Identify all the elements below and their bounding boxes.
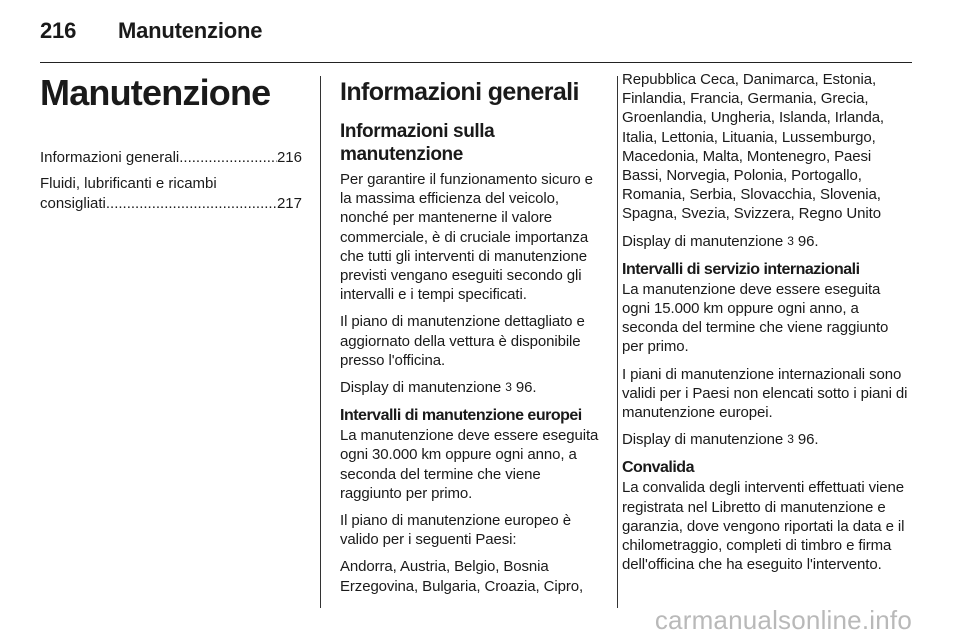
paragraph-countries: Andorra, Austria, Belgio, Bosnia Erzegovina, Bulgaria, Croazia, Cipro, — [340, 558, 584, 595]
paragraph-countries-continued: Repubblica Ceca, Danimarca, Estonia, Finlandia, Francia, Germania, Grecia, Groenlandia, Ungheria, Islanda, Irlanda, Italia, Lettonia, Lituania, Lussemburgo, Macedonia, Malta, Montenegro, Paesi Bassi, Norvegia, Polonia, Portogallo, Romania, Serbia, Slovacchia, Slovenia, Spagna, Svezia, Svizzera, Regno Unito — [622, 71, 885, 223]
page-header — [40, 18, 262, 48]
column-1 — [40, 70, 302, 220]
toc-entry-page: 216 — [276, 149, 302, 166]
cross-reference[interactable] — [340, 378, 604, 398]
toc-leader — [106, 194, 277, 214]
table-of-contents — [40, 148, 302, 214]
paragraph: La manutenzione deve essere eseguita ogni 30.000 km oppure ogni anno, a seconda del termine che viene raggiunto per primo. — [340, 427, 599, 502]
xref-page: 96. — [793, 232, 819, 250]
xref-text: Display di manutenzione — [340, 379, 502, 397]
running-title: Manutenzione — [118, 18, 263, 43]
column-3 — [622, 70, 912, 582]
subsection-title-european: Intervalli di manutenzione europei — [340, 407, 582, 425]
paragraph: Il piano di manutenzione europeo è valido per i seguenti Paesi: — [340, 512, 571, 549]
xref-text: Display di manutenzione — [622, 232, 784, 250]
page-reference-icon: 3 — [505, 380, 512, 395]
toc-entry-text: consigliati — [40, 195, 106, 212]
cross-reference[interactable] — [622, 430, 912, 450]
subsection-title-validation: Convalida — [622, 459, 694, 477]
column-2 — [340, 70, 604, 604]
toc-entry-fluids[interactable] — [40, 174, 302, 214]
column-divider-2 — [617, 76, 618, 608]
watermark: carmanualsonline.info — [654, 605, 912, 635]
section-title: Informazioni generali — [340, 78, 579, 106]
toc-entry-page: 217 — [276, 195, 302, 212]
page-number: 216 — [40, 18, 77, 43]
paragraph: La manutenzione deve essere eseguita ogni 15.000 km oppure ogni anno, a seconda del termine che viene raggiunto per primo. — [622, 280, 889, 356]
xref-page: 96. — [511, 379, 537, 397]
toc-entry-text: Fluidi, lubrificanti e ricambi — [40, 175, 217, 192]
toc-entry-text: Informazioni generali — [40, 149, 180, 166]
chapter-title: Manutenzione — [40, 72, 271, 113]
page-reference-icon: 3 — [787, 233, 794, 248]
subsection-title-international: Intervalli di servizio internazionali — [622, 260, 860, 278]
xref-page: 96. — [793, 431, 819, 449]
xref-text: Display di manutenzione — [622, 431, 784, 449]
paragraph: Per garantire il funzionamento sicuro e la massima efficienza del veicolo, nonché per mantenerne il valore commerciale, è di cruciale importanza che tutti gli interventi di manutenzione previsti vengano eseguiti secondo gli intervalli e i tempi specificati. — [340, 171, 593, 304]
cross-reference[interactable] — [622, 232, 912, 252]
paragraph: I piani di manutenzione internazionali sono validi per i Paesi non elencati sotto i piani di manutenzione europei. — [622, 365, 908, 422]
toc-leader — [179, 148, 277, 168]
toc-entry-general[interactable] — [40, 148, 302, 168]
paragraph: Il piano di manutenzione dettagliato e aggiornato della vettura è disponibile presso l'officina. — [340, 313, 585, 369]
page-reference-icon: 3 — [787, 432, 794, 447]
column-divider-1 — [320, 76, 321, 608]
paragraph: La convalida degli interventi effettuati viene registrata nel Libretto di manutenzione e garanzia, dove vengono riportati la data e il chilometraggio, completi di timbro e firma dell'officina che ha eseguito l'intervento. — [622, 479, 905, 574]
subsection-title-info: Informazioni sulla manutenzione — [340, 121, 495, 165]
header-rule — [40, 62, 912, 63]
